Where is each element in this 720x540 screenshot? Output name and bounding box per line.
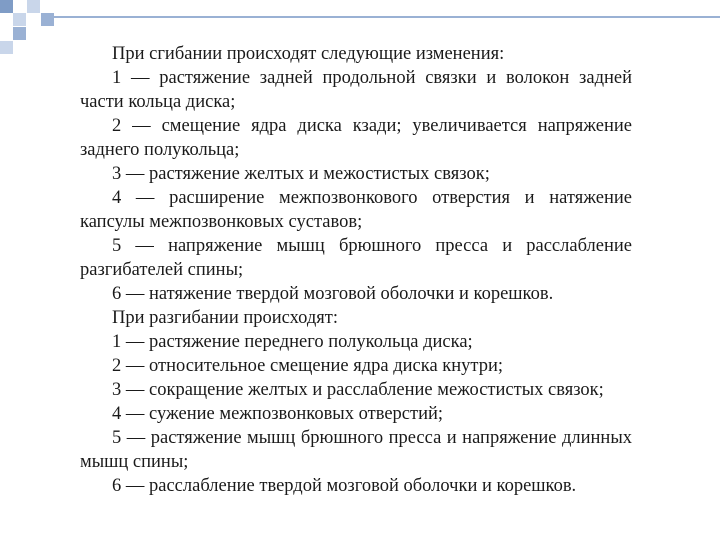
flexion-item: 6 — натяжение твердой мозговой оболочки и корешков. — [112, 284, 554, 304]
extension-item: 2 — относительное смещение ядра диска кнутри; — [112, 356, 504, 376]
extension-item: 4 — сужение межпозвонковых отверстий; — [112, 404, 444, 424]
decor-square — [13, 13, 26, 26]
extension-item: 5 — растяжение мышц брюшного пресса и напряжение длинных мышц спины; — [80, 428, 632, 472]
decor-square — [13, 27, 26, 40]
extension-item: 1 — растяжение переднего полукольца диска; — [112, 332, 473, 352]
flexion-item: 5 — напряжение мышц брюшного пресса и расслабление разгибателей спины; — [80, 236, 632, 280]
flexion-intro: При сгибании происходят следующие изменения: — [112, 44, 505, 64]
flexion-item: 2 — смещение ядра диска кзади; увеличивается напряжение заднего полукольца; — [80, 116, 632, 160]
decor-square — [41, 13, 54, 26]
extension-item: 6 — расслабление твердой мозговой оболочки и корешков. — [112, 476, 577, 496]
flexion-item: 4 — расширение межпозвонкового отверстия и натяжение капсулы межпозвонковых суставов; — [80, 188, 632, 232]
extension-intro: При разгибании происходят: — [112, 308, 339, 328]
decor-square — [0, 0, 13, 13]
flexion-item: 1 — растяжение задней продольной связки и волокон задней части кольца диска; — [80, 68, 632, 112]
flexion-item: 3 — растяжение желтых и межостистых связок; — [112, 164, 490, 184]
header-rule — [54, 16, 720, 18]
decor-square — [0, 41, 13, 54]
decor-square — [27, 0, 40, 13]
extension-item: 3 — сокращение желтых и расслабление межостистых связок; — [112, 380, 604, 400]
document-text — [80, 42, 632, 498]
